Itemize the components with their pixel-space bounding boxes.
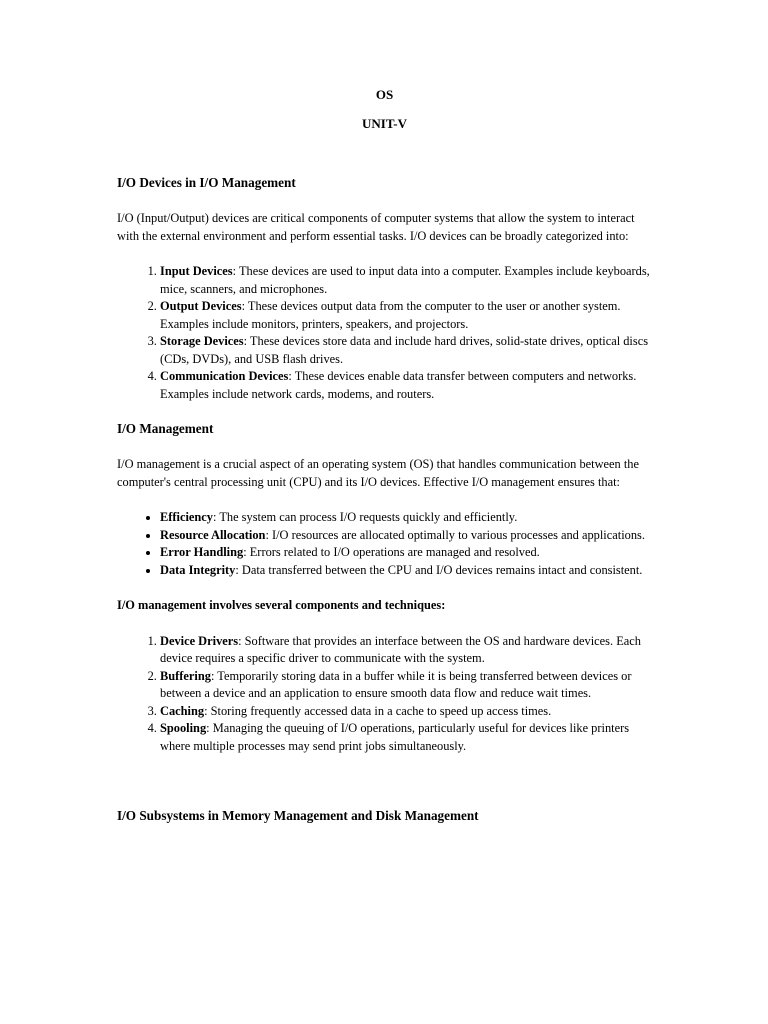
list-item-term: Data Integrity: [160, 562, 236, 577]
list-item-text: : These devices enable data transfer between computers and networks. Examples include network cards, modems, and routers.: [160, 369, 637, 401]
list-item-term: Caching: [160, 703, 205, 718]
list-item-text: : Data transferred between the CPU and I/O devices remains intact and consistent.: [235, 562, 643, 577]
list-item-text: : The system can process I/O requests quickly and efficiently.: [213, 510, 518, 524]
list-item-term: Resource Allocation: [160, 527, 266, 542]
list-item: [160, 544, 652, 562]
document-body: [117, 86, 652, 825]
section-intro-io-management: I/O management is a crucial aspect of an operating system (OS) that handles communication between the computer's central processing unit (CPU) and its I/O devices. Effective I/O management ensures that:: [117, 457, 639, 489]
list-item-text: : These devices are used to input data into a computer. Examples include keyboards, mice, scanners, and microphones.: [160, 264, 650, 296]
list-item: [160, 562, 652, 580]
list-item: [160, 527, 652, 545]
section-intro-io-devices: I/O (Input/Output) devices are critical components of computer systems that allow the system to interact with the external environment and perform essential tasks. I/O devices can be broadly categorized into:: [117, 211, 635, 243]
list-item-text: : Managing the queuing of I/O operations, particularly useful for devices like printers where multiple processes may send print jobs simultaneously.: [160, 721, 630, 753]
list-item-text: : Storing frequently accessed data in a cache to speed up access times.: [204, 703, 552, 718]
list-item-text: : Temporarily storing data in a buffer while it is being transferred between devices or between a device and an application to ensure smooth data flow and reduce wait times.: [160, 668, 632, 700]
list-item-term: Output Devices: [160, 299, 242, 313]
components-list: [117, 633, 652, 756]
list-item: [160, 263, 652, 298]
list-item-text: : These devices output data from the computer to the user or another system. Examples include monitors, printers, speakers, and projectors.: [160, 299, 621, 331]
list-item-text: : Errors related to I/O operations are managed and resolved.: [243, 545, 540, 559]
list-item: [160, 703, 652, 721]
list-item: [160, 333, 652, 368]
list-item-term: Storage Devices: [160, 334, 244, 348]
document-unit: UNIT-V: [361, 115, 408, 131]
list-item: [160, 368, 652, 403]
list-item-term: Efficiency: [160, 510, 213, 524]
list-item-term: Input Devices: [160, 264, 233, 278]
list-item-text: : I/O resources are allocated optimally to various processes and applications.: [265, 527, 645, 542]
list-item-text: : These devices store data and include hard drives, solid-state drives, optical discs (CDs, DVDs), and USB flash drives.: [160, 334, 649, 366]
components-subheading: I/O management involves several components and techniques:: [117, 598, 446, 612]
list-item: [160, 298, 652, 333]
section-heading-io-management: I/O Management: [117, 421, 214, 436]
list-item: [160, 509, 652, 527]
device-category-list: [117, 263, 652, 403]
list-item-term: Buffering: [160, 668, 211, 683]
section-heading-io-devices: I/O Devices in I/O Management: [117, 175, 296, 190]
io-goals-list: [117, 509, 652, 579]
list-item: [160, 720, 652, 755]
list-item: [160, 668, 652, 703]
document-title: OS: [375, 87, 394, 102]
list-item-term: Error Handling: [160, 545, 244, 559]
list-item-term: Device Drivers: [160, 633, 239, 648]
list-item-term: Spooling: [160, 721, 207, 735]
list-item-text: : Software that provides an interface between the OS and hardware devices. Each device requires a specific driver to communicate with the system.: [160, 633, 641, 665]
section-heading-io-subsystems: I/O Subsystems in Memory Management and Disk Management: [117, 808, 479, 823]
list-item: [160, 633, 652, 668]
list-item-term: Communication Devices: [160, 369, 289, 383]
